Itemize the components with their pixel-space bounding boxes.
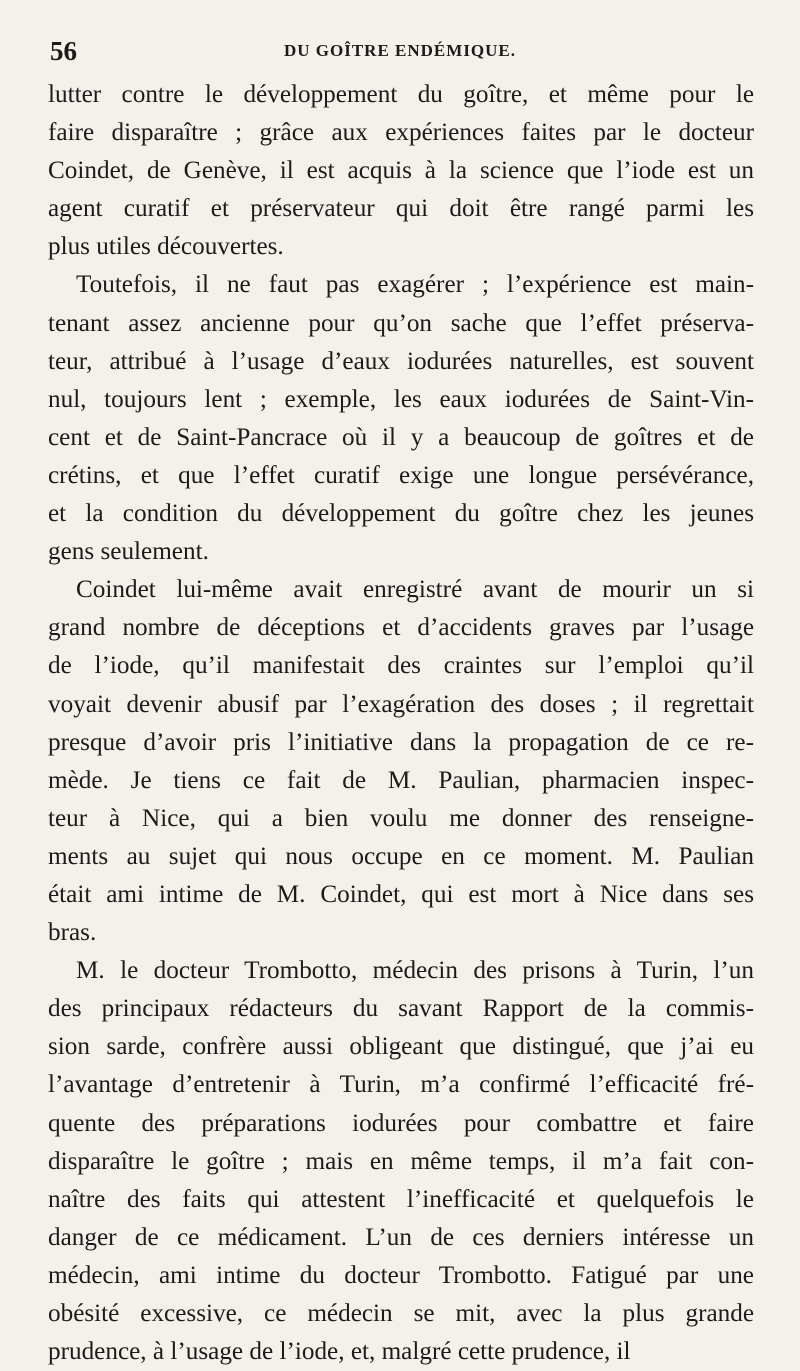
paragraph <box>48 571 754 952</box>
running-title: DU GOÎTRE ENDÉMIQUE. <box>283 41 517 60</box>
text-line: de l’iode, qu’il manifestait des craintes sur l’emploi qu’il <box>48 652 754 680</box>
text-line: naître des faits qui attestent l’inefficacité et quelquefois le <box>48 1185 754 1213</box>
text-line: sion sarde, confrère aussi obligeant que distingué, que j’ai eu <box>48 1033 754 1061</box>
text-line: disparaître le goître ; mais en même temps, il m’a fait con- <box>48 1147 754 1175</box>
paragraph <box>48 952 754 1371</box>
text-line: cent et de Saint-Pancrace où il y a beaucoup de goîtres et de <box>48 423 754 451</box>
text-line: lutter contre le développement du goître, et même pour le <box>48 81 754 108</box>
text-line: obésité excessive, ce médecin se mit, avec la plus grande <box>48 1300 754 1327</box>
text-line: était ami intime de M. Coindet, qui est mort à Nice dans ses <box>48 880 754 908</box>
text-line: grand nombre de déceptions et d’accidents graves par l’usage <box>48 614 754 642</box>
text-line: faire disparaître ; grâce aux expériences faites par le docteur <box>48 119 754 147</box>
text-line: l’avantage d’entretenir à Turin, m’a confirmé l’efficacité fré- <box>48 1071 754 1099</box>
text-line: ments au sujet qui nous occupe en ce moment. M. Paulian <box>48 842 754 870</box>
text-line: crétins, et que l’effet curatif exige une longue persévérance, <box>48 461 754 489</box>
text-line: médecin, ami intime du docteur Trombotto. Fatigué par une <box>48 1261 754 1289</box>
text-line: quente des préparations iodurées pour combattre et faire <box>48 1109 754 1137</box>
page-number: 56 <box>50 36 77 66</box>
text-line: et la condition du développement du goître chez les jeunes <box>48 500 754 528</box>
body-text <box>48 76 754 1371</box>
page-header <box>50 36 750 76</box>
text-line: gens seulement. <box>48 538 209 566</box>
text-line: voyait devenir abusif par l’exagération des doses ; il regrettait <box>48 690 754 718</box>
text-line: teur, attribué à l’usage d’eaux iodurées naturelles, est souvent <box>48 347 754 375</box>
text-line: Coindet lui-même avait enregistré avant de mourir un si <box>76 576 754 604</box>
text-line: tenant assez ancienne pour qu’on sache que l’effet préserva- <box>48 309 754 337</box>
paragraph <box>48 266 754 571</box>
text-line: mède. Je tiens ce fait de M. Paulian, pharmacien inspec- <box>48 766 754 794</box>
paragraph <box>48 76 754 266</box>
text-line: nul, toujours lent ; exemple, les eaux iodurées de Saint-Vin- <box>48 385 754 413</box>
text-line: Toutefois, il ne faut pas exagérer ; l’expérience est main- <box>76 271 754 299</box>
text-line: M. le docteur Trombotto, médecin des prisons à Turin, l’un <box>76 957 754 985</box>
text-line: plus utiles découvertes. <box>48 233 284 261</box>
text-line: teur à Nice, qui a bien voulu me donner des renseigne- <box>48 804 754 832</box>
text-line: prudence, à l’usage de l’iode, et, malgré cette prudence, il <box>48 1338 631 1366</box>
text-line: agent curatif et préservateur qui doit être rangé parmi les <box>48 195 754 223</box>
text-line: presque d’avoir pris l’initiative dans la propagation de ce re- <box>48 728 754 756</box>
text-line: des principaux rédacteurs du savant Rapport de la commis- <box>48 995 754 1023</box>
text-line: danger de ce médicament. L’un de ces derniers intéresse un <box>48 1223 754 1251</box>
text-line: bras. <box>48 919 97 947</box>
text-line: Coindet, de Genève, il est acquis à la science que l’iode est un <box>48 157 754 185</box>
